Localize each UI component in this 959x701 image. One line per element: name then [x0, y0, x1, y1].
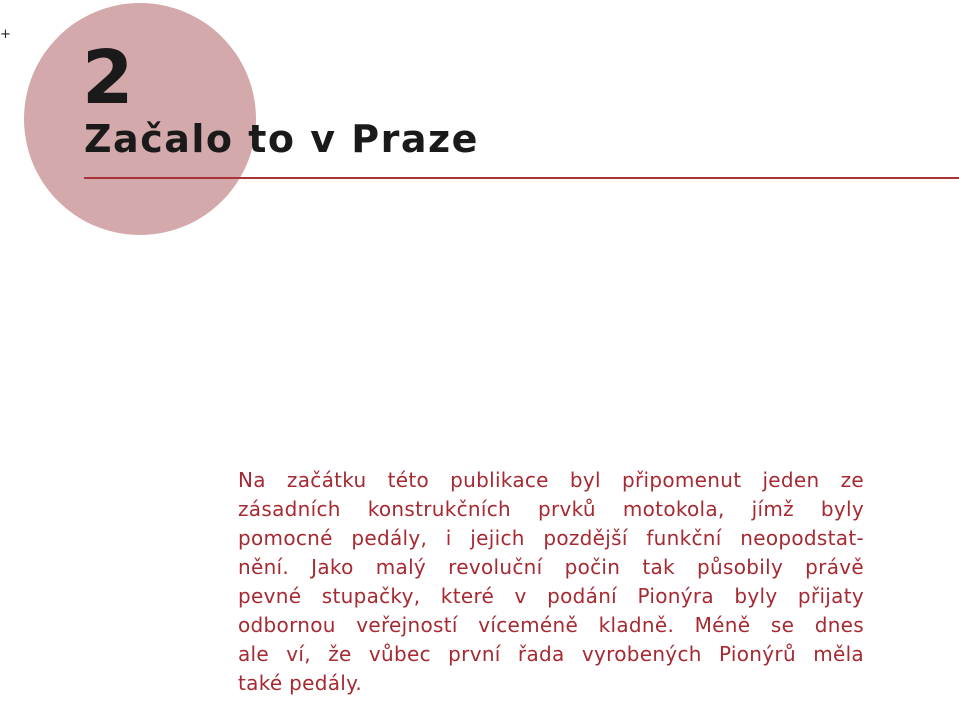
paragraph-line: Na začátku této publikace byl připomenut jeden ze	[238, 468, 864, 492]
crop-mark: +	[0, 27, 11, 42]
paragraph-line: zásadních konstrukčních prvků motokola, jímž byly	[238, 497, 864, 521]
title-rule	[84, 177, 959, 179]
paragraph-line: pomocné pedály, i jejich pozdější funkční neopodstat-	[238, 526, 864, 550]
paragraph-line: pevné stupačky, které v podání Pionýra byly přijaty	[238, 584, 864, 608]
body-paragraph	[238, 466, 864, 698]
paragraph-line: nění. Jako malý revoluční počin tak působily právě	[238, 555, 864, 579]
chapter-title: Začalo to v Praze	[84, 117, 479, 161]
chapter-number: 2	[82, 35, 134, 121]
paragraph-line: odbornou veřejností víceméně kladně. Méně se dnes	[238, 613, 864, 637]
paragraph-line: také pedály.	[238, 671, 363, 695]
paragraph-line: ale ví, že vůbec první řada vyrobených Pionýrů měla	[238, 642, 864, 666]
